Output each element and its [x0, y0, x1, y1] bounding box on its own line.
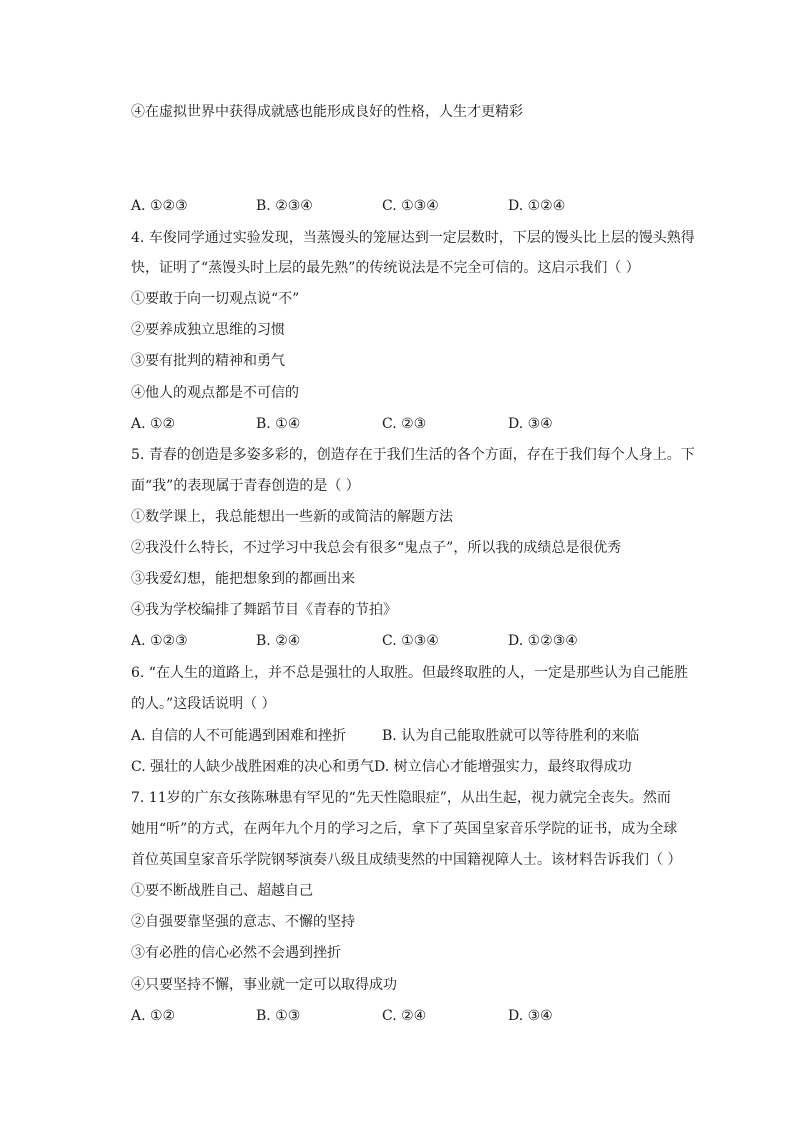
q5-option-d: D. ①②③④: [508, 633, 578, 649]
q5-stem-line-1: 5. 青春的创造是多姿多彩的，创造存在于我们生活的各个方面，存在于我们每个人身上。下: [131, 447, 695, 463]
q4-option-c: C. ②③: [382, 416, 427, 432]
q5-option-c: C. ①③④: [382, 633, 439, 649]
q6-option-c: C. 强壮的人缺少战胜困难的决心和勇气: [131, 759, 375, 775]
q4-item-4: ④他人的观点都是不可信的: [131, 385, 299, 401]
q4-item-2: ②要养成独立思维的习惯: [131, 322, 285, 338]
q3-option-d: D. ①②④: [508, 198, 566, 214]
q7-stem-line-2: 她用“听”的方式，在两年九个月的学习之后，拿下了英国皇家音乐学院的证书，成为全球: [131, 821, 678, 837]
q7-item-2: ②自强要靠坚强的意志、不懈的坚持: [131, 914, 355, 930]
q4-item-3: ③要有批判的精神和勇气: [131, 353, 285, 369]
q5-item-4: ④我为学校编排了舞蹈节目《青春的节拍》: [131, 602, 397, 618]
q4-option-a: A. ①②: [131, 416, 176, 432]
q3-option-b: B. ②③④: [256, 198, 313, 214]
q5-option-b: B. ②④: [256, 633, 301, 649]
q6-option-d: D. 树立信心才能增强实力，最终取得成功: [374, 759, 632, 775]
q3-item-4: ④在虚拟世界中获得成就感也能形成良好的性格，人生才更精彩: [131, 104, 523, 120]
q7-stem-line-1: 7. 11岁的广东女孩陈琳患有罕见的“先天性隐眼症”，从出生起，视力就完全丧失。然而: [131, 790, 671, 806]
q7-item-4: ④只要坚持不懈，事业就一定可以取得成功: [131, 977, 397, 993]
q4-option-b: B. ①④: [256, 416, 301, 432]
q7-item-3: ③有必胜的信心必然不会遇到挫折: [131, 945, 341, 961]
q6-option-b: B. 认为自己能取胜就可以等待胜利的来临: [382, 728, 640, 744]
q4-option-d: D. ③④: [508, 416, 553, 432]
q3-option-a: A. ①②③: [131, 198, 188, 214]
q6-option-a: A. 自信的人不可能遇到困难和挫折: [131, 728, 347, 744]
q5-item-1: ①数学课上，我总能想出一些新的或简洁的解题方法: [131, 509, 453, 525]
q7-option-a: A. ①②: [131, 1008, 176, 1024]
q5-option-a: A. ①②③: [131, 633, 188, 649]
q6-stem-line-1: 6. “在人生的道路上，并不总是强壮的人取胜。但最终取胜的人，一定是那些认为自己能胜: [131, 665, 688, 681]
q7-stem-line-3: 首位英国皇家音乐学院钢琴演奏八级且成绩斐然的中国籍视障人士。该材料告诉我们（ ）: [131, 852, 682, 868]
q4-item-1: ①要敢于向一切观点说“不”: [131, 291, 300, 307]
q4-stem-line-2: 快，证明了“蒸馒头时上层的最先熟”的传统说法是不完全可信的。这启示我们（ ）: [131, 260, 640, 276]
q5-item-2: ②我没什么特长，不过学习中我总会有很多“鬼点子”，所以我的成绩总是很优秀: [131, 540, 622, 556]
q6-stem-line-2: 的人。”这段话说明（ ）: [131, 696, 276, 712]
q4-stem-line-1: 4. 车俊同学通过实验发现，当蒸馒头的笼屉达到一定层数时，下层的馒头比上层的馒头熟得: [131, 230, 695, 246]
q7-option-b: B. ①③: [256, 1008, 301, 1024]
q5-item-3: ③我爱幻想，能把想象到的都画出来: [131, 571, 355, 587]
q5-stem-line-2: 面“我”的表现属于青春创造的是（ ）: [131, 478, 360, 494]
q7-item-1: ①要不断战胜自己、超越自己: [131, 883, 313, 899]
q7-option-c: C. ②④: [382, 1008, 427, 1024]
q7-option-d: D. ③④: [508, 1008, 553, 1024]
q3-option-c: C. ①③④: [382, 198, 439, 214]
